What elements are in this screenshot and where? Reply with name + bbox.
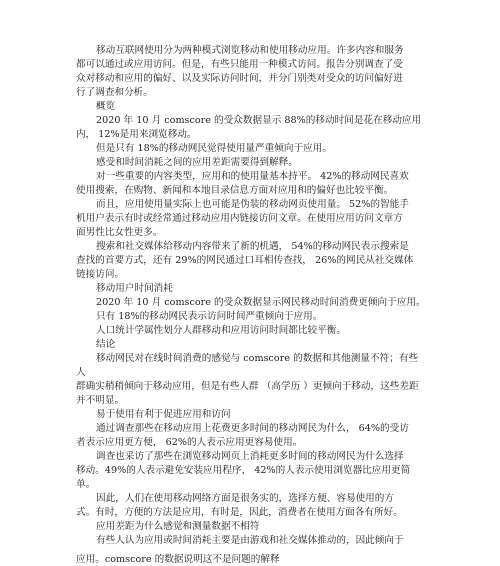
text-line: 2020 年 10 月 comscore 的受众数据显示网民移动时间消费更倾向于应用。 [96, 297, 426, 308]
text-line: 使用搜索，在购物、新闻和本地目录信息方面对应用和的偏好也比较平衡。 [76, 185, 394, 196]
text-line: 有些人认为应用或时间消耗主要是由游戏和社交媒体推动的，因此倾向于 [96, 535, 404, 546]
text-line: 并不明显。 [76, 395, 125, 406]
section-heading: 结论 [96, 339, 116, 350]
text-line: 面男性比女性更多。 [76, 227, 163, 238]
text-line: 行了调查和分析。 [76, 87, 153, 98]
text-line: 2020 年 10 月 comscore 的受众数据显示 88%的移动时间是花在移动应用 [96, 115, 422, 126]
text-line: 群确实稍稍倾向于移动应用，但是有些人群 （高学历 ）更倾向于移动，这些差距 [76, 381, 419, 392]
text-line: 移动互联网使用分为两种模式浏览移动和使用移动应用。许多内容和服务 [96, 45, 404, 56]
text-line: 式。有时，方便的方法是应用，有时是，因此，消费者在使用方面各有所好。 [76, 507, 403, 518]
section-heading: 易于使用有利于促进应用和访问 [96, 409, 231, 420]
text-line: 机用户表示有时或经常通过移动应用内链接访问文章。在使用应用访问文章方 [76, 213, 403, 224]
section-heading: 应用差距为什么感觉和测量数据不相符 [96, 521, 260, 532]
text-line: 者表示应用更方便， 62%的人表示应用更容易使用。 [76, 437, 303, 448]
text-line: 但是只有 18%的移动网民觉得使用量严重倾向于应用。 [96, 143, 332, 154]
text-line: 移动网民对在线时间消费的感觉与 comscore 的数据和其他测量不符；有些 [96, 353, 419, 364]
text-line: 调查也采访了那些在浏览移动网页上消耗更多时间的移动网民为什么选择 [96, 451, 404, 462]
text-line: 通过调查那些在移动应用上花费更多时间的移动网民为什么， 64%的受访 [96, 423, 409, 434]
text-line: 众对移动和应用的偏好、以及实际访问时间，并分门别类对受众的访问偏好进 [76, 73, 403, 84]
text-line: 对一些重要的内容类型，应用和的使用量基本持平。 42%的移动网民喜欢 [96, 171, 409, 182]
text-line: 移动。49%的人表示避免安装应用程序， 42%的人表示使用浏览器比应用更简 [76, 465, 411, 476]
text-line: 只有 18%的移动网民表示访问时间严重倾向于应用。 [96, 311, 323, 322]
text-line: 因此，人们在使用移动网络方面是很务实的，选择方便、容易使用的方 [96, 493, 395, 504]
text-line: 搜索和社交媒体给移动内容带来了新的机遇， 54%的移动网民表示搜索是 [96, 241, 409, 252]
text-line: 人口统计学属性划分人群移动和应用访问时间都比较平衡。 [96, 325, 346, 336]
text-line: 链接访问。 [76, 269, 125, 280]
text-line: 内， 12%是用来浏览移动。 [76, 129, 197, 140]
section-heading: 移动用户时间消耗 [96, 283, 173, 294]
text-line: 人 [76, 367, 86, 378]
text-line: 而且，应用使用量实际上也可能是伪装的移动网页使用量。 52%的智能手 [96, 199, 409, 210]
section-heading: 概览 [96, 101, 116, 112]
text-line: 都可以通过或应用访问。但是，有些只能用一种模式访问。报告分别调查了受 [76, 59, 403, 70]
text-line: 单。 [76, 479, 96, 490]
text-line: 感受和时间消耗之间的应用差距需要得到解释。 [96, 157, 298, 168]
text-line: 查找的首要方式，还有 29%的网民通过口耳相传查找， 26%的网民从社交媒体 [76, 255, 414, 266]
text-line: 应用。comscore 的数据说明这不是问题的解释 [76, 554, 280, 565]
